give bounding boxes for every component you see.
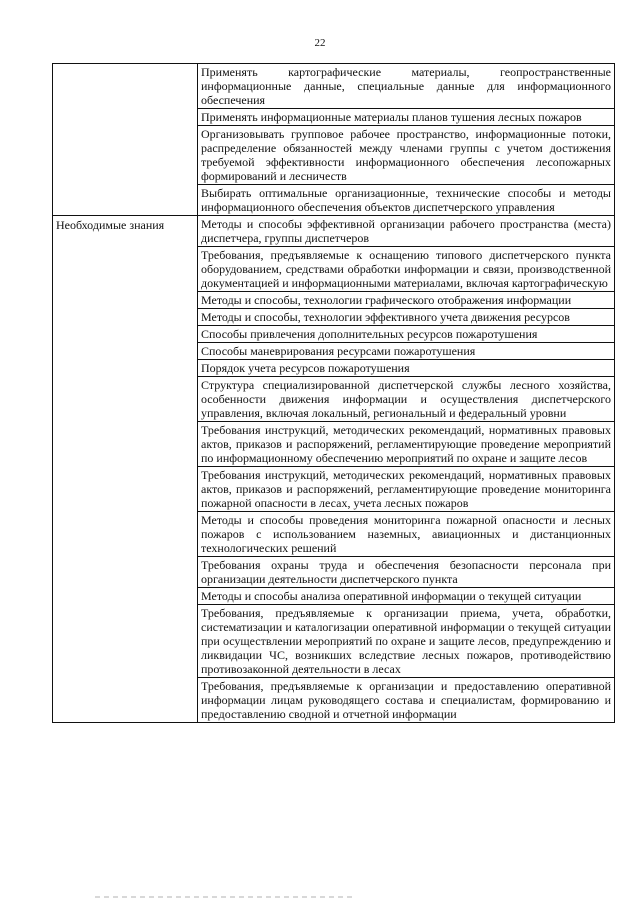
table-row <box>53 216 615 247</box>
knowledge-item: Требования, предъявляемые к организации приема, учета, обработки, систематизации и каталогизации оперативной информации о текущей ситуации при осуществлении мероприятий по охране и защите лесов, предупреждению и ликвидации ЧС, возникших вследствие лесных пожаров, противодействию противозаконной деятельности в лесах <box>198 605 615 678</box>
knowledge-item: Требования, предъявляемые к оснащению типового диспетчерского пункта оборудованием, средствами обработки информации и связи, производственной документацией и информационными материалами, включая картографическую <box>198 247 615 292</box>
knowledge-item: Требования инструкций, методических рекомендаций, нормативных правовых актов, приказов и распоряжений, регламентирующие проведение мероприятий по информационному обеспечению мероприятий по охране и защите лесов <box>198 422 615 467</box>
page-number: 22 <box>314 37 326 49</box>
skill-item: Выбирать оптимальные организационные, технические способы и методы информационного обеспечения объектов диспетчерского управления <box>198 185 615 216</box>
knowledge-item: Порядок учета ресурсов пожаротушения <box>198 360 615 377</box>
knowledge-label-cell <box>53 216 198 723</box>
knowledge-item: Требования инструкций, методических рекомендаций, нормативных правовых актов, приказов и распоряжений, регламентирующие проведение мониторинга пожарной опасности в лесах, учета лесных пожаров <box>198 467 615 512</box>
skill-item: Применять картографические материалы, геопространственные информационные данные, специальные данные для информационного обеспечения <box>198 64 615 109</box>
knowledge-item: Методы и способы проведения мониторинга пожарной опасности и лесных пожаров с использованием наземных, авиационных и дистанционных технологических решений <box>198 512 615 557</box>
knowledge-item: Методы и способы, технологии графического отображения информации <box>198 292 615 309</box>
knowledge-item: Методы и способы анализа оперативной информации о текущей ситуации <box>198 588 615 605</box>
knowledge-label: Необходимые знания <box>56 218 165 232</box>
knowledge-item: Методы и способы, технологии эффективного учета движения ресурсов <box>198 309 615 326</box>
skills-label-cell <box>53 64 198 216</box>
table-row <box>53 64 615 109</box>
knowledge-item: Способы маневрирования ресурсами пожаротушения <box>198 343 615 360</box>
knowledge-item: Структура специализированной диспетчерской службы лесного хозяйства, особенности движения информации и осуществления диспетчерского управления, включая локальный, региональный и федеральный уровни <box>198 377 615 422</box>
skill-item: Применять информационные материалы планов тушения лесных пожаров <box>198 109 615 126</box>
knowledge-item: Требования, предъявляемые к организации и предоставлению оперативной информации лицам руководящего состава и специалистам, формированию и предоставлению сводной и отчетной информации <box>198 678 615 723</box>
skill-item: Организовывать групповое рабочее пространство, информационные потоки, распределение обязанностей между членами группы с учетом достижения требуемой эффективности информационного обеспечения лесопожарных формирований и лесничеств <box>198 126 615 185</box>
skills-knowledge-table <box>52 63 615 723</box>
knowledge-item: Способы привлечения дополнительных ресурсов пожаротушения <box>198 326 615 343</box>
knowledge-item: Требования охраны труда и обеспечения безопасности персонала при организации деятельности диспетчерского пункта <box>198 557 615 588</box>
scan-artifact <box>95 896 355 898</box>
knowledge-item: Методы и способы эффективной организации рабочего пространства (места) диспетчера, группы диспетчеров <box>198 216 615 247</box>
